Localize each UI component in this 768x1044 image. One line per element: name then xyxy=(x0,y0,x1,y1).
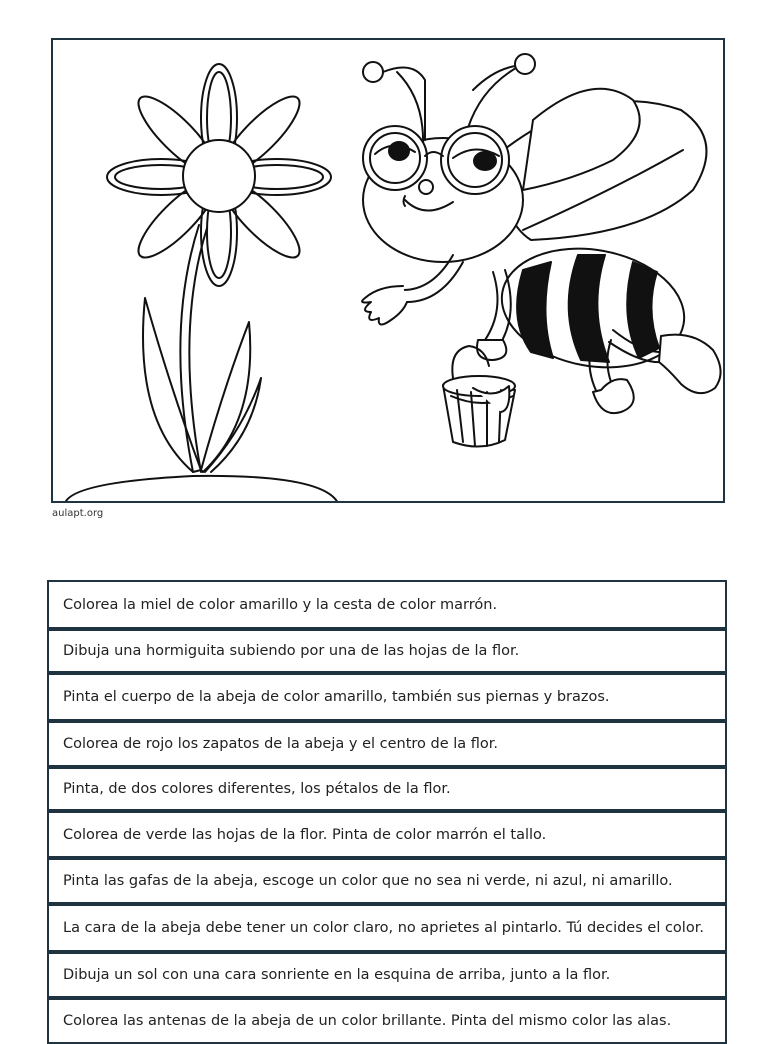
task-row: Colorea las antenas de la abeja de un color brillante. Pinta del mismo color las alas. xyxy=(47,998,727,1044)
task-row: Colorea de rojo los zapatos de la abeja y el centro de la flor. xyxy=(47,721,727,767)
bee-arm xyxy=(485,272,498,340)
source-credit: aulapt.org xyxy=(52,508,104,519)
flower-leaf xyxy=(201,322,250,472)
task-row: Colorea la miel de color amarillo y la cesta de color marrón. xyxy=(47,580,727,629)
task-row: Pinta el cuerpo de la abeja de color amarillo, también sus piernas y brazos. xyxy=(47,673,727,721)
task-row: Dibuja un sol con una cara sonriente en la esquina de arriba, junto a la flor. xyxy=(47,952,727,998)
flower-center xyxy=(183,140,255,212)
bee-shoe xyxy=(659,335,721,394)
task-row: Colorea de verde las hojas de la flor. Pinta de color marrón el tallo. xyxy=(47,811,727,858)
bee-shoe xyxy=(593,379,634,413)
flower-and-bee-drawing xyxy=(53,40,725,503)
task-list xyxy=(47,580,727,1044)
ground-mound xyxy=(65,476,338,503)
task-row: Pinta las gafas de la abeja, escoge un color que no sea ni verde, ni azul, ni amarillo. xyxy=(47,858,727,904)
bee-hand xyxy=(362,286,407,325)
flower-leaf xyxy=(143,298,201,472)
task-row: La cara de la abeja debe tener un color claro, no aprietes al pintarlo. Tú decides el color. xyxy=(47,904,727,952)
task-row: Pinta, de dos colores diferentes, los pétalos de la flor. xyxy=(47,767,727,811)
task-row: Dibuja una hormiguita subiendo por una de las hojas de la flor. xyxy=(47,629,727,673)
coloring-illustration xyxy=(51,38,725,503)
